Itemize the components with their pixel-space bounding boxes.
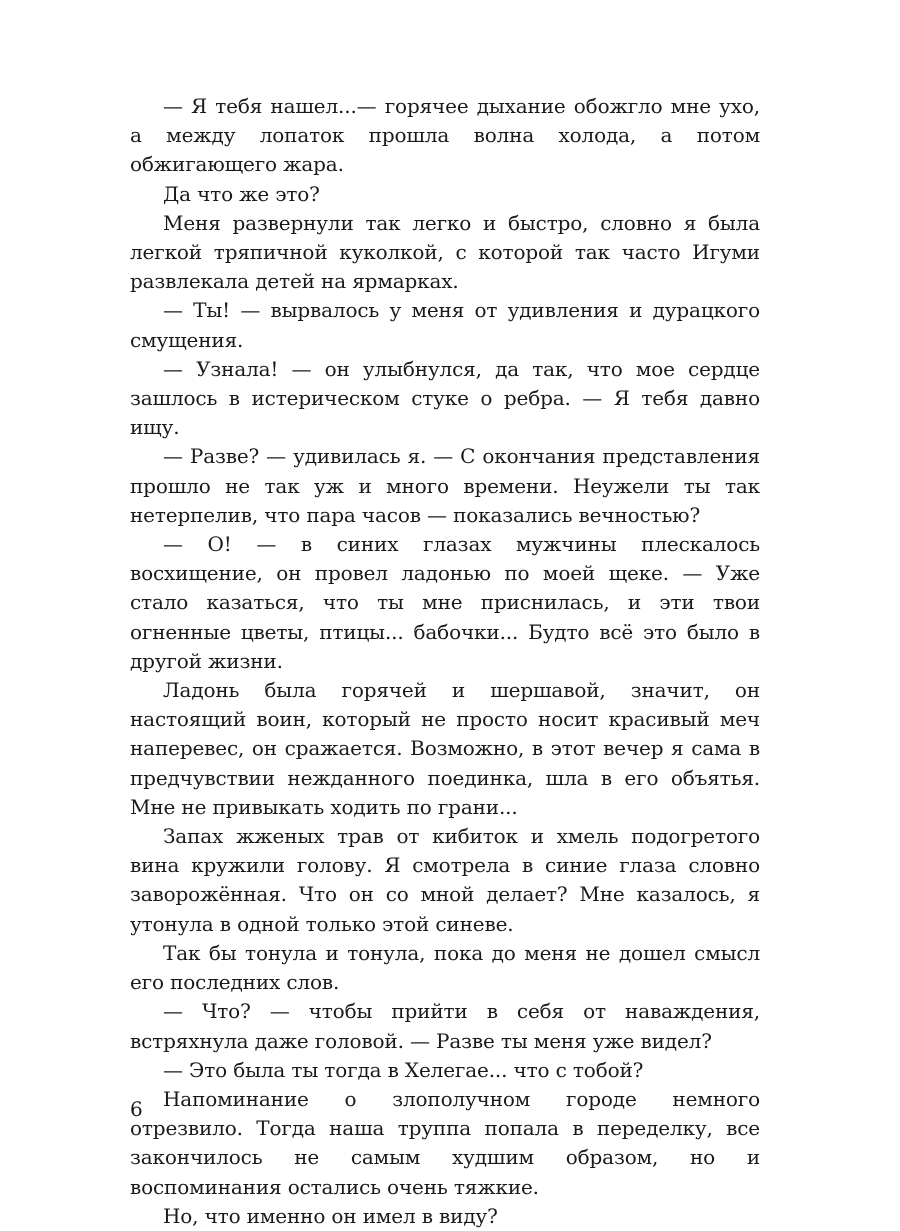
paragraph-9: Запах жженых трав от кибиток и хмель подогретого вина кружили голову. Я смотрела в синие глаза словно заворожённая. Что он со мной делает? Мне казалось, я утонула в одной только этой синеве. [130, 824, 760, 936]
paragraph-8: Ладонь была горячей и шершавой, значит, он настоящий воин, который не просто носит красивый меч наперевес, он сражается. Возможно, в этот вечер я сама в предчувствии нежданного поединка, шла в его объятья. Мне не привыкать ходить по грани... [130, 678, 760, 819]
paragraph-11: — Что? — чтобы прийти в себя от наваждения, встряхнула даже головой. — Разве ты меня уже видел? [130, 999, 760, 1053]
paragraph-4: — Ты! — вырвалось у меня от удивления и дурацкого смущения. [130, 298, 760, 352]
paragraph-7: — О! — в синих глазах мужчины плескалось восхищение, он провел ладонью по моей щеке. — Уже стало казаться, что ты мне приснилась, и эти твои огненные цветы, птицы... бабочки... Будто всё это было в другой жизни. [130, 532, 760, 673]
paragraph-3: Меня развернули так легко и быстро, словно я была легкой тряпичной куколкой, с которой так часто Игуми развлекала детей на ярмарках. [130, 210, 760, 294]
paragraph-6: — Разве? — удивилась я. — С окончания представления прошло не так уж и много времени. Неужели ты так нетерпелив, что пара часов — показались вечностью? [130, 444, 760, 527]
paragraph-14: Но, что именно он имел в виду? [163, 1203, 498, 1228]
paragraph-12: — Это была ты тогда в Хелегае... что с тобой? [163, 1057, 644, 1082]
paragraph-2: Да что же это? [163, 181, 320, 206]
page-number: 6 [130, 1097, 143, 1121]
paragraph-5: — Узнала! — он улыбнулся, да так, что мое сердце зашлось в истерическом стуке о ребра. — Я тебя давно ищу. [130, 356, 760, 440]
page-body [130, 92, 760, 1231]
paragraph-1: — Я тебя нашел...— горячее дыхание обожгло мне ухо, а между лопаток прошла волна холода, а потом обжигающего жара. [130, 94, 760, 177]
paragraph-13: Напоминание о злополучном городе немного отрезвило. Тогда наша труппа попала в переделку, все закончилось не самым худшим образом, но и воспоминания остались очень тяжкие. [130, 1086, 760, 1199]
paragraph-10: Так бы тонула и тонула, пока до меня не дошел смысл его последних слов. [130, 940, 760, 995]
